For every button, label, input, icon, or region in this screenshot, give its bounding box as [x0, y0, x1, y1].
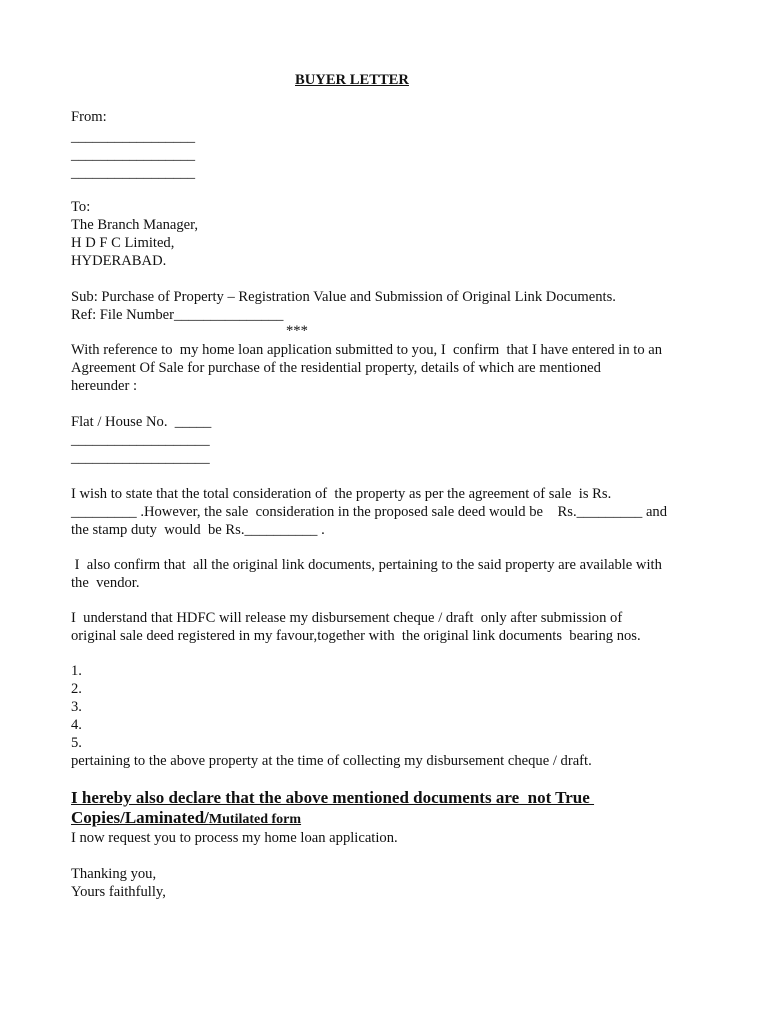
- consideration-line-1: I wish to state that the total consideration of the property as per the agreement of sale is Rs.: [71, 486, 612, 502]
- numbered-item-5: 5.: [71, 735, 82, 751]
- from-blank-1: _________________: [71, 129, 196, 145]
- declaration-main: Copies/Laminated/: [71, 808, 209, 827]
- numbered-item-3: 3.: [71, 699, 82, 715]
- confirm-docs-line-1: I also confirm that all the original link documents, pertaining to the said property are available with: [71, 557, 662, 573]
- to-line-1: The Branch Manager,: [71, 217, 199, 233]
- to-line-2: H D F C Limited,: [71, 235, 175, 251]
- understand-line-1: I understand that HDFC will release my disbursement cheque / draft only after submission of: [71, 610, 623, 626]
- property-blank-2: ___________________: [71, 450, 210, 466]
- from-blank-3: _________________: [71, 165, 196, 181]
- letter-title: BUYER LETTER: [295, 72, 409, 88]
- intro-line-1: With reference to my home loan application submitted to you, I confirm that I have entered in to an: [71, 342, 663, 358]
- property-blank-1: ___________________: [71, 432, 210, 448]
- request-line: I now request you to process my home loan application.: [71, 830, 398, 846]
- intro-line-3: hereunder :: [71, 378, 138, 394]
- closing-line-2: Yours faithfully,: [71, 884, 166, 900]
- declaration-small: Mutilated form: [208, 812, 302, 827]
- subject-line: Sub: Purchase of Property – Registration Value and Submission of Original Link Documents.: [71, 289, 616, 305]
- to-label: To:: [71, 199, 91, 215]
- flat-line: Flat / House No. _____: [71, 414, 212, 430]
- from-blank-2: _________________: [71, 147, 196, 163]
- declaration-line-1: I hereby also declare that the above mentioned documents are not True: [71, 788, 595, 807]
- numbered-item-2: 2.: [71, 681, 82, 697]
- consideration-line-3: the stamp duty would be Rs.__________ .: [71, 522, 325, 538]
- reference-line: Ref: File Number_______________: [71, 307, 284, 323]
- confirm-docs-line-2: the vendor.: [71, 575, 140, 591]
- numbered-item-4: 4.: [71, 717, 82, 733]
- separator: ***: [286, 323, 308, 339]
- declaration-line-2: [71, 808, 301, 830]
- intro-line-2: Agreement Of Sale for purchase of the residential property, details of which are mentioned: [71, 360, 601, 376]
- closing-line-1: Thanking you,: [71, 866, 157, 882]
- from-label: From:: [71, 109, 107, 125]
- numbered-item-1: 1.: [71, 663, 82, 679]
- to-line-3: HYDERABAD.: [71, 253, 167, 269]
- consideration-line-2: _________ .However, the sale consideration in the proposed sale deed would be Rs._________ and: [71, 504, 668, 520]
- understand-line-2: original sale deed registered in my favour,together with the original link documents bearing nos.: [71, 628, 641, 644]
- pertaining-line: pertaining to the above property at the time of collecting my disbursement cheque / draft.: [71, 753, 592, 769]
